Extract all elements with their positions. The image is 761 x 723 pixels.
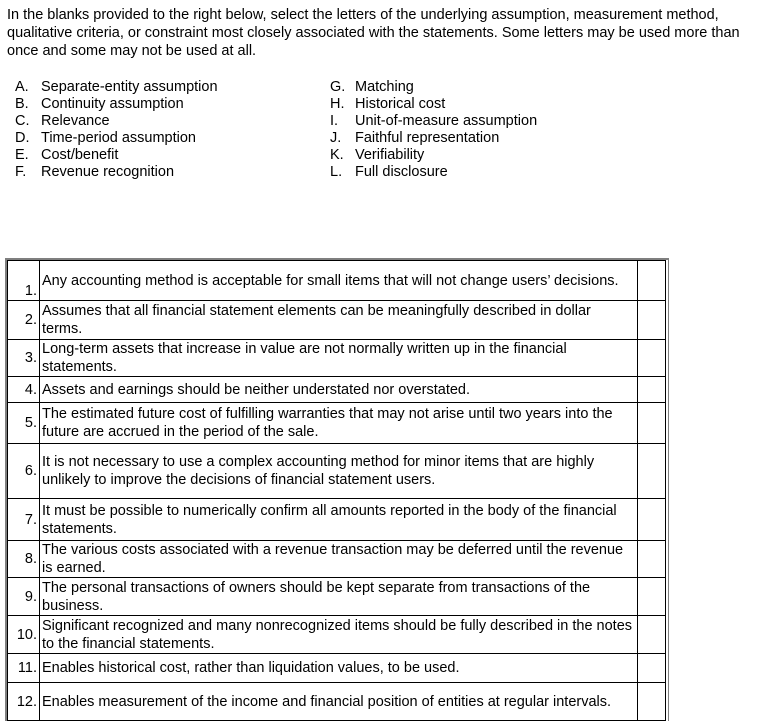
options-list-left	[15, 79, 218, 181]
option-letter: C.	[15, 113, 30, 129]
table-row	[8, 444, 666, 499]
option-letter: D.	[15, 130, 30, 146]
statement-text: Significant recognized and many nonrecognized items should be fully described in the notes to the financial statements.	[40, 616, 638, 654]
statement-number: 6.	[8, 444, 40, 499]
statement-text: The various costs associated with a revenue transaction may be deferred until the revenue is earned.	[40, 541, 638, 578]
table-row	[8, 541, 666, 578]
statement-text: It must be possible to numerically confirm all amounts reported in the body of the financial statements.	[40, 499, 638, 541]
table-row	[8, 340, 666, 377]
options-list-right	[330, 79, 537, 181]
answer-blank[interactable]	[638, 499, 666, 541]
statements-table-frame	[5, 258, 669, 721]
answer-blank[interactable]	[638, 578, 666, 616]
answer-blank[interactable]	[638, 340, 666, 377]
option-i	[330, 113, 537, 130]
option-d	[15, 130, 218, 147]
option-h	[330, 96, 537, 113]
statement-number: 3.	[8, 340, 40, 377]
answer-blank[interactable]	[638, 683, 666, 721]
option-f	[15, 164, 218, 181]
statement-text: The personal transactions of owners should be kept separate from transactions of the business.	[40, 578, 638, 616]
table-row	[8, 301, 666, 340]
table-row	[8, 654, 666, 683]
answer-blank[interactable]	[638, 403, 666, 444]
option-label: Separate-entity assumption	[41, 79, 218, 95]
table-row	[8, 499, 666, 541]
answer-blank[interactable]	[638, 654, 666, 683]
statement-number: 5.	[8, 403, 40, 444]
statement-number: 10.	[8, 616, 40, 654]
statement-number: 11.	[8, 654, 40, 683]
option-letter: E.	[15, 147, 29, 163]
option-label: Time-period assumption	[41, 130, 196, 146]
table-row	[8, 616, 666, 654]
statement-number: 7.	[8, 499, 40, 541]
option-k	[330, 147, 537, 164]
option-letter: L.	[330, 164, 343, 180]
option-g	[330, 79, 537, 96]
table-row	[8, 377, 666, 403]
option-c	[15, 113, 218, 130]
table-row	[8, 578, 666, 616]
option-letter: G.	[330, 79, 346, 95]
option-label: Historical cost	[355, 96, 446, 112]
option-letter: F.	[15, 164, 27, 180]
option-label: Continuity assumption	[41, 96, 184, 112]
option-a	[15, 79, 218, 96]
statement-text: Any accounting method is acceptable for small items that will not change users’ decisions.	[40, 261, 638, 301]
answer-blank[interactable]	[638, 301, 666, 340]
option-label: Relevance	[41, 113, 110, 129]
option-letter: A.	[15, 79, 29, 95]
statement-text: Assets and earnings should be neither understated nor overstated.	[40, 377, 638, 403]
statement-number: 12.	[8, 683, 40, 721]
option-label: Cost/benefit	[41, 147, 119, 163]
option-letter: K.	[330, 147, 344, 163]
option-b	[15, 96, 218, 113]
statement-text: It is not necessary to use a complex accounting method for minor items that are highly unlikely to improve the decisions of financial statement users.	[40, 444, 638, 499]
statement-text: Assumes that all financial statement elements can be meaningfully described in dollar terms.	[40, 301, 638, 340]
option-label: Faithful representation	[355, 130, 500, 146]
statement-number: 4.	[8, 377, 40, 403]
table-row	[8, 261, 666, 301]
option-l	[330, 164, 537, 181]
instructions-text: In the blanks provided to the right below, select the letters of the underlying assumption, measurement method, qualitative criteria, or constraint most closely associated with the statements. Some letters may be used more than once and some may not be used at all.	[7, 7, 740, 59]
option-label: Verifiability	[355, 147, 425, 163]
statement-number: 1.	[8, 261, 40, 301]
option-letter: I.	[330, 113, 339, 129]
statement-text: The estimated future cost of fulfilling warranties that may not arise until two years into the future are accrued in the period of the sale.	[40, 403, 638, 444]
answer-blank[interactable]	[638, 444, 666, 499]
statement-number: 2.	[8, 301, 40, 340]
statement-text: Long-term assets that increase in value are not normally written up in the financial statements.	[40, 340, 638, 377]
option-label: Revenue recognition	[41, 164, 175, 180]
option-label: Unit-of-measure assumption	[355, 113, 538, 129]
answer-blank[interactable]	[638, 377, 666, 403]
table-row	[8, 683, 666, 721]
statement-text: Enables historical cost, rather than liquidation values, to be used.	[40, 654, 638, 683]
option-letter: B.	[15, 96, 29, 112]
statement-number: 9.	[8, 578, 40, 616]
option-letter: H.	[330, 96, 345, 112]
option-label: Full disclosure	[355, 164, 448, 180]
option-label: Matching	[355, 79, 414, 95]
answer-blank[interactable]	[638, 261, 666, 301]
option-j	[330, 130, 537, 147]
option-e	[15, 147, 218, 164]
statements-table	[7, 260, 666, 721]
answer-blank[interactable]	[638, 541, 666, 578]
answer-blank[interactable]	[638, 616, 666, 654]
statement-text: Enables measurement of the income and financial position of entities at regular intervals.	[40, 683, 638, 721]
table-row	[8, 403, 666, 444]
statement-number: 8.	[8, 541, 40, 578]
option-letter: J.	[330, 130, 342, 146]
